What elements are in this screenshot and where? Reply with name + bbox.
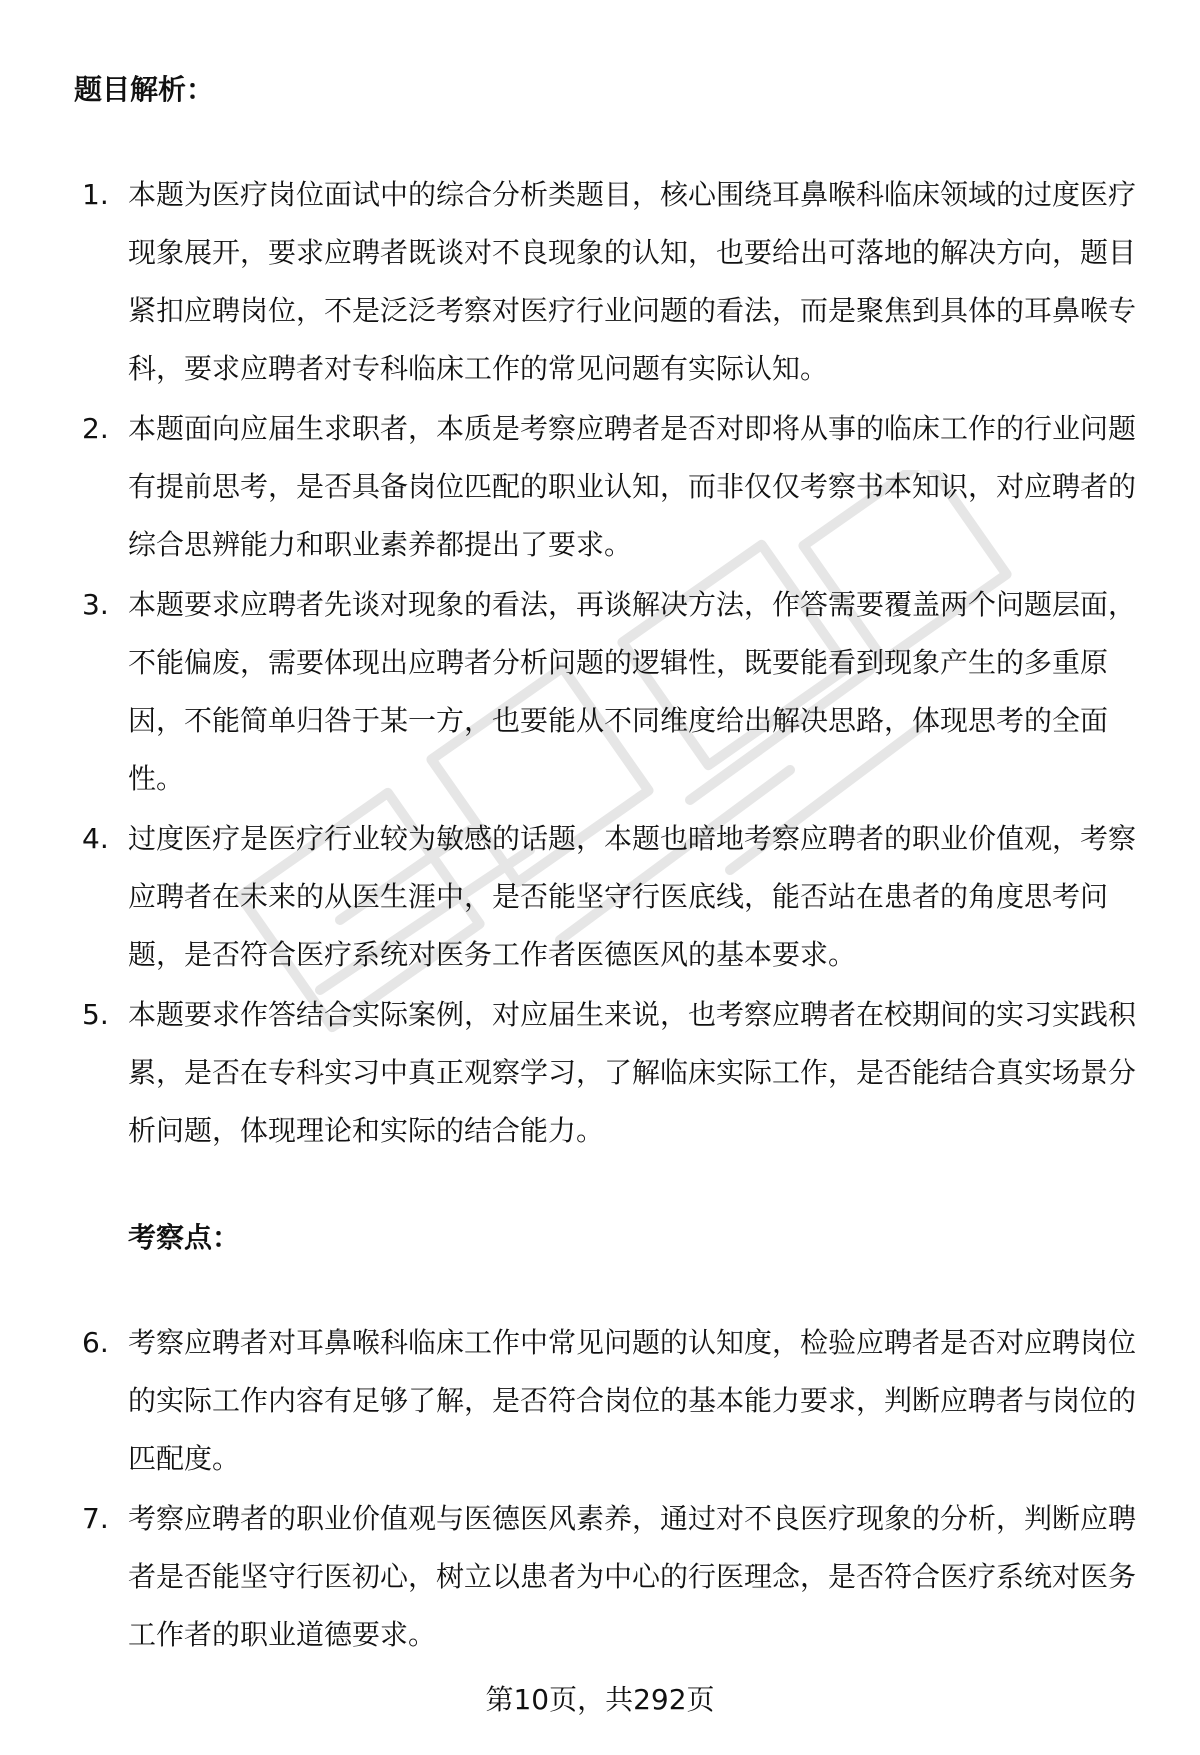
page-footer: 第10页，共292页 [485,1683,715,1716]
list-item [82,810,1142,984]
item-text: 过度医疗是医疗行业较为敏感的话题，本题也暗地考察应聘者的职业价值观，考察应聘者在未来的从医生涯中，是否能坚守行医底线，能否站在患者的角度思考问题，是否符合医疗系统对医务工作者医德医风的基本要求。 [128,822,1137,971]
item-number: 2. [82,412,109,445]
item-text: 本题要求作答结合实际案例，对应届生来说，也考察应聘者在校期间的实习实践积累，是否在专科实习中真正观察学习，了解临床实际工作，是否能结合真实场景分析问题，体现理论和实际的结合能力。 [128,998,1137,1147]
points-list [82,1314,1142,1666]
item-text: 考察应聘者的职业价值观与医德医风素养，通过对不良医疗现象的分析，判断应聘者是否能坚守行医初心，树立以患者为中心的行医理念，是否符合医疗系统对医务工作者的职业道德要求。 [128,1502,1137,1651]
item-text: 本题要求应聘者先谈对现象的看法，再谈解决方法，作答需要覆盖两个问题层面，不能偏废，需要体现出应聘者分析问题的逻辑性，既要能看到现象产生的多重原因，不能简单归咎于某一方，也要能从不同维度给出解决思路，体现思考的全面性。 [128,588,1137,795]
analysis-list [82,166,1142,1162]
item-text: 考察应聘者对耳鼻喉科临床工作中常见问题的认知度，检验应聘者是否对应聘岗位的实际工作内容有足够了解，是否符合岗位的基本能力要求，判断应聘者与岗位的匹配度。 [128,1326,1137,1475]
item-text: 本题面向应届生求职者，本质是考察应聘者是否对即将从事的临床工作的行业问题有提前思考，是否具备岗位匹配的职业认知，而非仅仅考察书本知识，对应聘者的综合思辨能力和职业素养都提出了要求。 [128,412,1137,561]
item-number: 1. [82,178,109,211]
item-number: 6. [82,1326,109,1359]
list-item [82,166,1142,398]
list-item [82,400,1142,574]
item-number: 5. [82,998,109,1031]
item-number: 4. [82,822,109,855]
list-item [82,1490,1142,1664]
list-item [82,986,1142,1160]
item-number: 3. [82,588,109,621]
item-text: 本题为医疗岗位面试中的综合分析类题目，核心围绕耳鼻喉科临床领域的过度医疗现象展开，要求应聘者既谈对不良现象的认知，也要给出可落地的解决方向，题目紧扣应聘岗位，不是泛泛考察对医疗行业问题的看法，而是聚焦到具体的耳鼻喉专科，要求应聘者对专科临床工作的常见问题有实际认知。 [128,178,1137,385]
item-number: 7. [82,1502,109,1535]
list-item [82,1314,1142,1488]
section-title-points: 考察点： [128,1221,241,1254]
section-title-analysis: 题目解析： [74,73,215,106]
list-item [82,576,1142,808]
